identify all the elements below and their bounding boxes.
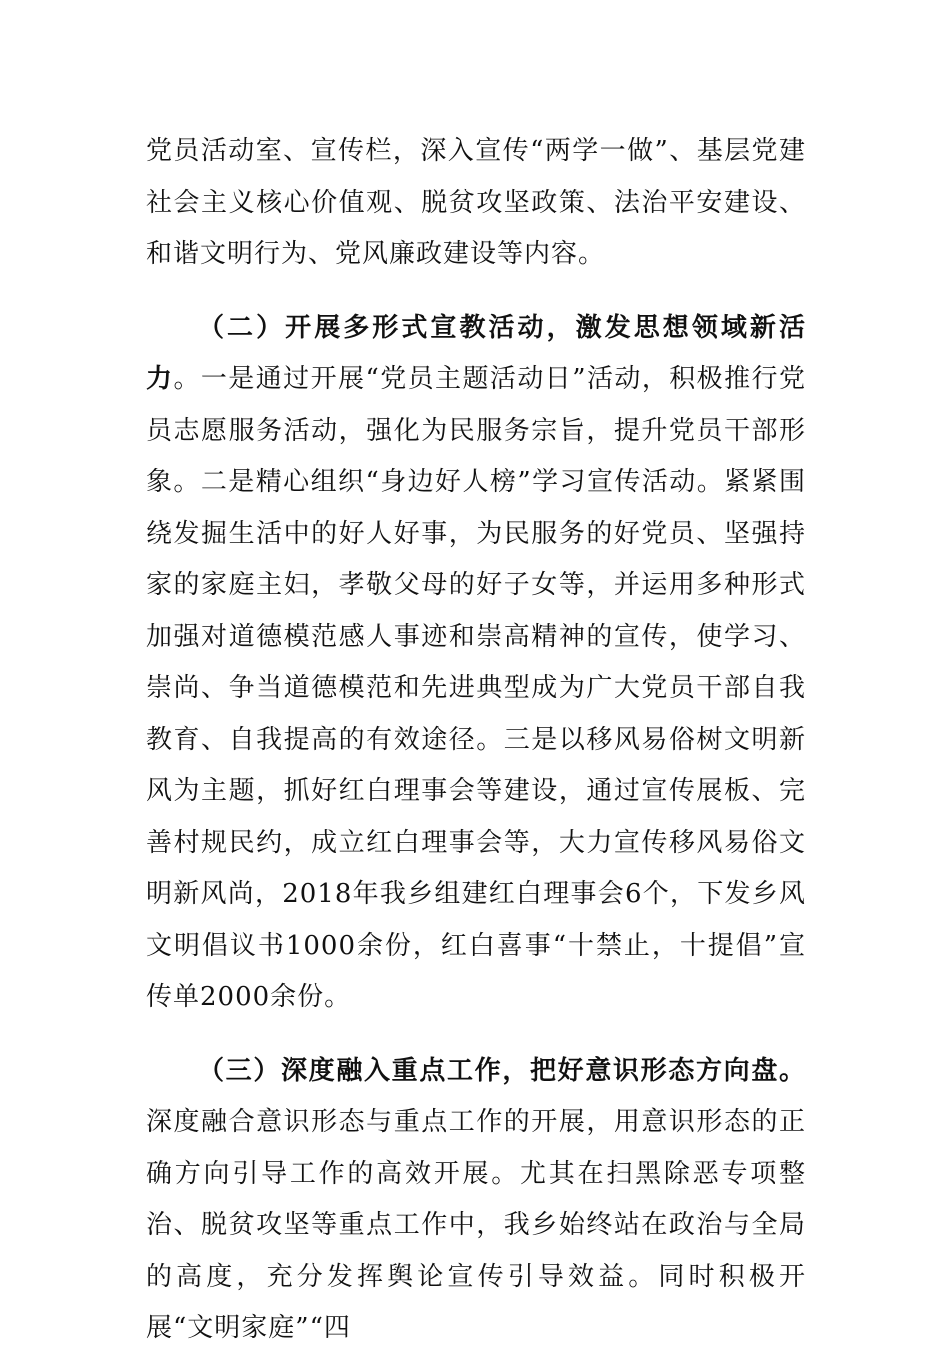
section-heading: （二）开展多形式宣教活动，激发思想领域新活力	[146, 312, 806, 394]
paragraph-section-3	[146, 1046, 806, 1355]
paragraph-text: 。一是通过开展“党员主题活动日”活动，积极推行党员志愿服务活动，强化为民服务宗旨，提升党员干部形象。二是精心组织“身边好人榜”学习宣传活动。紧紧围绕发掘生活中的好人好事，为民服务的好党员、坚强持家的家庭主妇，孝敬父母的好子女等，并运用多种形式加强对道德模范感人事迹和崇高精神的宣传，使学习、崇尚、争当道德模范和先进典型成为广大党员干部自我教育、自我提高的有效途径。三是以移风易俗树文明新风为主题，抓好红白理事会等建设，通过宣传展板、完善村规民约，成立红白理事会等，大力宣传移风易俗文明新风尚，2018年我乡组建红白理事会6个，下发乡风文明倡议书1000余份，红白喜事“十禁止，十提倡”宣传单2000余份。	[146, 364, 806, 1012]
paragraph-continuation	[146, 126, 806, 281]
document-body	[146, 126, 806, 1355]
section-heading: （三）深度融入重点工作，把好意识形态方向盘。	[198, 1055, 806, 1086]
paragraph-section-2	[146, 303, 806, 1024]
paragraph-text: 党员活动室、宣传栏，深入宣传“两学一做”、基层党建社会主义核心价值观、脱贫攻坚政策、法治平安建设、和谐文明行为、党风廉政建设等内容。	[146, 136, 806, 269]
paragraph-text: 深度融合意识形态与重点工作的开展，用意识形态的正确方向引导工作的高效开展。尤其在扫黑除恶专项整治、脱贫攻坚等重点工作中，我乡始终站在政治与全局的高度，充分发挥舆论宣传引导效益。同时积极开展“文明家庭”“四	[146, 1107, 806, 1343]
